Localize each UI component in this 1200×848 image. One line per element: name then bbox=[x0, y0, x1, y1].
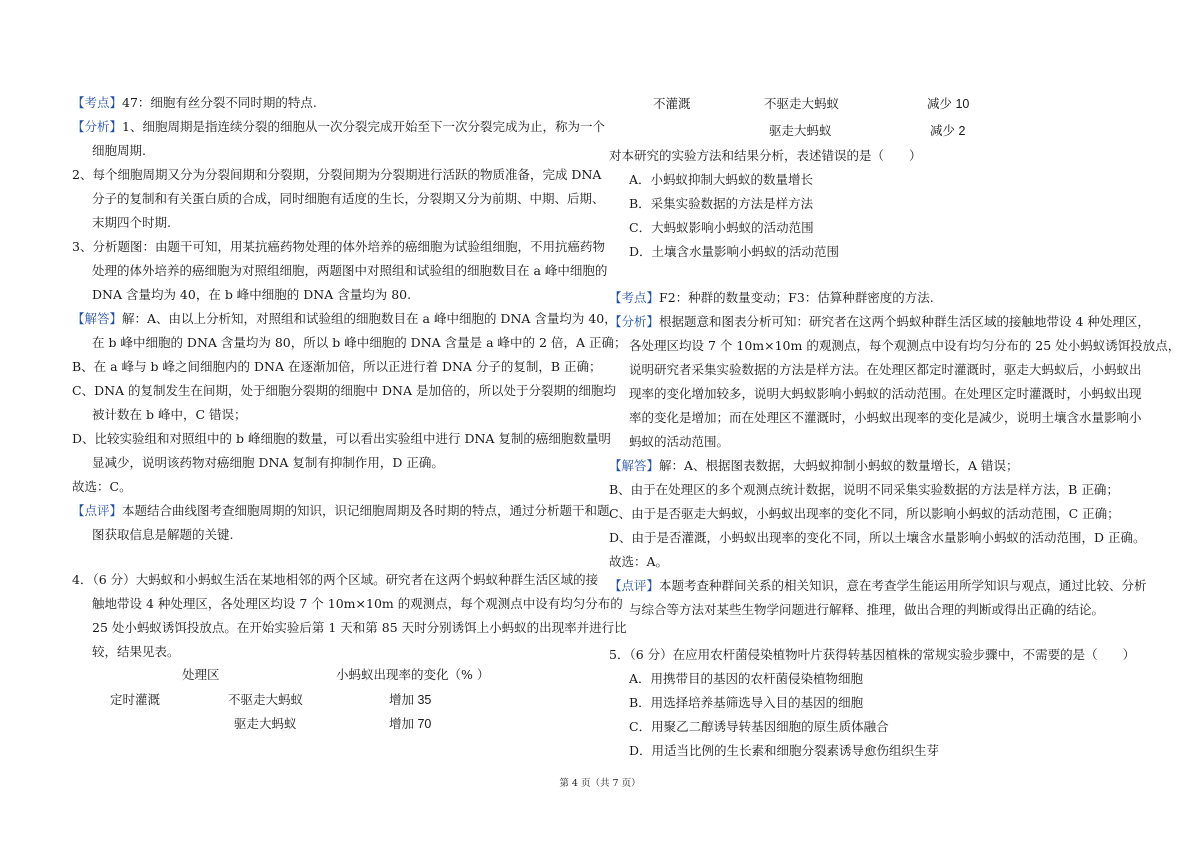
dianping-tag: 【点评】 bbox=[609, 578, 660, 593]
fenxi-line-1 bbox=[72, 119, 605, 135]
fenxi-text-5: 率的变化是增加；而在处理区不灌溉时，小蚂蚁出现率的变化是减少，说明土壤含水量影响小 bbox=[629, 410, 1142, 425]
table-header-change: 小蚂蚁出现率的变化（% ） bbox=[336, 667, 490, 682]
table-cell-value-3: 减少 10 bbox=[927, 97, 970, 111]
question-4-line-1: 4．（6 分）大蚂蚁和小蚂蚁生活在某地相邻的两个区域。研究者在这两个蚂蚁种群生活区域的接 bbox=[72, 572, 599, 587]
jieda-text-2: B、由于在处理区的多个观测点统计数据，说明不同采集实验数据的方法是样方法，B 正确； bbox=[609, 482, 1119, 497]
table-cell-value-1: 增加 35 bbox=[389, 693, 432, 707]
table-cell-remove-big-ants-2: 驱走大蚂蚁 bbox=[769, 123, 832, 138]
jieda-text-8: 故选：C。 bbox=[72, 479, 132, 494]
question-4-line-4: 较，结果见表。 bbox=[92, 644, 180, 659]
jieda-text-5: 被计数在 b 峰中，C 错误； bbox=[92, 407, 247, 422]
table-cell-no-irrigation: 不灌溉 bbox=[653, 96, 691, 111]
kaodian-text: 47：细胞有丝分裂不同时期的特点. bbox=[122, 95, 317, 110]
option-b: B．采集实验数据的方法是样方法 bbox=[629, 196, 814, 211]
jieda-text-4: C、DNA 的复制发生在间期，处于细胞分裂期的细胞中 DNA 是加倍的，所以处于分裂期的细胞均 bbox=[72, 383, 616, 398]
dianping-line-1 bbox=[609, 578, 1147, 594]
fenxi-line-1 bbox=[609, 314, 1150, 330]
fenxi-tag: 【分析】 bbox=[72, 119, 123, 134]
jieda-text-2: 在 b 峰中细胞的 DNA 含量均为 80，所以 b 峰中细胞的 DNA 含量是 a 峰中的 2 倍，A 正确； bbox=[92, 335, 627, 350]
fenxi-text-3: 说明研究者采集实验数据的方法是样方法。在处理区都定时灌溉时，驱走大蚂蚁后，小蚂蚁出 bbox=[629, 362, 1142, 377]
jieda-tag: 【解答】 bbox=[609, 458, 660, 473]
table-cell-keep-big-ants-2: 不驱走大蚂蚁 bbox=[764, 96, 840, 111]
question-5-option-b: B．用选择培养基筛选导入目的基因的细胞 bbox=[629, 695, 864, 710]
fenxi-text-1: 根据题意和图表分析可知：研究者在这两个蚂蚁种群生活区域的接触地带设 4 种处理区， bbox=[659, 314, 1150, 329]
table-header-zone: 处理区 bbox=[182, 667, 220, 682]
jieda-text-3: B、在 a 峰与 b 峰之间细胞内的 DNA 在逐渐加倍，所以正进行着 DNA 分子的复制，B 正确； bbox=[72, 359, 602, 374]
jieda-text-7: 显减少，说明该药物对癌细胞 DNA 复制有抑制作用，D 正确。 bbox=[92, 455, 444, 470]
kaodian-text: F2：种群的数量变动；F3：估算种群密度的方法. bbox=[659, 290, 934, 305]
table-cell-value-2: 增加 70 bbox=[389, 717, 432, 731]
fenxi-text-4: 分子的复制和有关蛋白质的合成，同时细胞有适度的生长，分裂期又分为前期、中期、后期、 bbox=[92, 191, 605, 206]
option-a: A．小蚂蚁抑制大蚂蚁的数量增长 bbox=[629, 172, 814, 187]
kaodian-tag: 【考点】 bbox=[609, 290, 660, 305]
jieda-line-1 bbox=[609, 458, 1019, 474]
dianping-text-1: 本题考查种群间关系的相关知识，意在考查学生能运用所学知识与观点，通过比较、分析 bbox=[659, 578, 1147, 593]
question-5-option-c: C．用聚乙二醇诱导转基因细胞的原生质体融合 bbox=[629, 719, 889, 734]
jieda-text-4: D、由于是否灌溉，小蚂蚁出现率的变化不同，所以土壤含水量影响小蚂蚁的活动范围，D 正确。 bbox=[609, 530, 1146, 545]
fenxi-text-5: 末期四个时期. bbox=[92, 215, 171, 230]
option-d: D．土壤含水量影响小蚂蚁的活动范围 bbox=[629, 244, 840, 259]
kaodian-tag: 【考点】 bbox=[72, 95, 123, 110]
fenxi-text-6: 蚂蚁的活动范围。 bbox=[629, 434, 730, 449]
fenxi-text-7: 处理的体外培养的癌细胞为对照组细胞，两题图中对照组和试验组的细胞数目在 a 峰中细胞的 bbox=[92, 263, 608, 278]
kaodian-line bbox=[609, 290, 934, 306]
kaodian-line bbox=[72, 95, 317, 111]
fenxi-tag: 【分析】 bbox=[609, 314, 660, 329]
table-cell-keep-big-ants-1: 不驱走大蚂蚁 bbox=[228, 692, 304, 707]
jieda-line-1 bbox=[72, 311, 617, 327]
dianping-line-1 bbox=[72, 503, 610, 519]
dianping-text-2: 与综合等方法对某些生物学问题进行解释、推理，做出合理的判断或得出正确的结论。 bbox=[629, 602, 1105, 617]
fenxi-text-3: 2、每个细胞周期又分为分裂间期和分裂期，分裂间期为分裂期进行活跃的物质准备，完成 DNA bbox=[72, 167, 602, 182]
dianping-text-2: 图获取信息是解题的关键. bbox=[92, 527, 234, 542]
dianping-text-1: 本题结合曲线图考查细胞周期的知识，识记细胞周期及各时期的特点，通过分析题干和题 bbox=[122, 503, 610, 518]
fenxi-text-1: 1、细胞周期是指连续分裂的细胞从一次分裂完成开始至下一次分裂完成为止，称为一个 bbox=[122, 119, 605, 134]
jieda-text-6: D、比较实验组和对照组中的 b 峰细胞的数量，可以看出实验组中进行 DNA 复制的癌细胞数量明 bbox=[72, 431, 611, 446]
jieda-text-5: 故选：A。 bbox=[609, 554, 669, 569]
question-4-line-2: 触地带设 4 种处理区，各处理区均设 7 个 10m×10m 的观测点，每个观测点中设有均匀分布的 bbox=[92, 596, 623, 611]
option-c: C．大蚂蚁影响小蚂蚁的活动范围 bbox=[629, 220, 814, 235]
table-cell-remove-big-ants-1: 驱走大蚂蚁 bbox=[234, 716, 297, 731]
fenxi-text-6: 3、分析题图：由题干可知，用某抗癌药物处理的体外培养的癌细胞为试验组细胞，不用抗癌药物 bbox=[72, 239, 605, 254]
page-footer: 第 4 页（共 7 页） bbox=[559, 778, 641, 789]
question-5-stem: 5．（6 分）在应用农杆菌侵染植物叶片获得转基因植株的常规实验步骤中，不需要的是（ ） bbox=[609, 647, 1136, 662]
jieda-tag: 【解答】 bbox=[72, 311, 123, 326]
fenxi-text-2: 各处理区均设 7 个 10m×10m 的观测点，每个观测点中设有均匀分布的 25 处小蚂蚁诱饵投放点， bbox=[629, 338, 1181, 353]
question-4-line-3: 25 处小蚂蚁诱饵投放点。在开始实验后第 1 天和第 85 天时分别诱饵上小蚂蚁的出现率并进行比 bbox=[92, 620, 627, 635]
jieda-text-1: 解：A、由以上分析知，对照组和试验组的细胞数目在 a 峰中细胞的 DNA 含量均为 40， bbox=[122, 311, 617, 326]
dianping-tag: 【点评】 bbox=[72, 503, 123, 518]
question-5-option-d: D．用适当比例的生长素和细胞分裂素诱导愈伤组织生芽 bbox=[629, 743, 940, 758]
fenxi-text-4: 现率的变化增加较多，说明大蚂蚁影响小蚂蚁的活动范围。在处理区定时灌溉时，小蚂蚁出现 bbox=[629, 386, 1142, 401]
fenxi-text-8: DNA 含量均为 40，在 b 峰中细胞的 DNA 含量均为 80. bbox=[92, 287, 412, 302]
question-5-option-a: A．用携带目的基因的农杆菌侵染植物细胞 bbox=[629, 671, 864, 686]
jieda-text-3: C、由于是否驱走大蚂蚁，小蚂蚁出现率的变化不同，所以影响小蚂蚁的活动范围，C 正确； bbox=[609, 506, 1120, 521]
question-4-stem: 对本研究的实验方法和结果分析，表述错误的是（ ） bbox=[609, 148, 922, 163]
table-cell-regular-irrigation: 定时灌溉 bbox=[110, 692, 161, 707]
jieda-text-1: 解：A、根据图表数据，大蚂蚁抑制小蚂蚁的数量增长，A 错误； bbox=[659, 458, 1019, 473]
table-cell-value-4: 减少 2 bbox=[930, 124, 966, 138]
fenxi-text-2: 细胞周期. bbox=[92, 143, 146, 158]
